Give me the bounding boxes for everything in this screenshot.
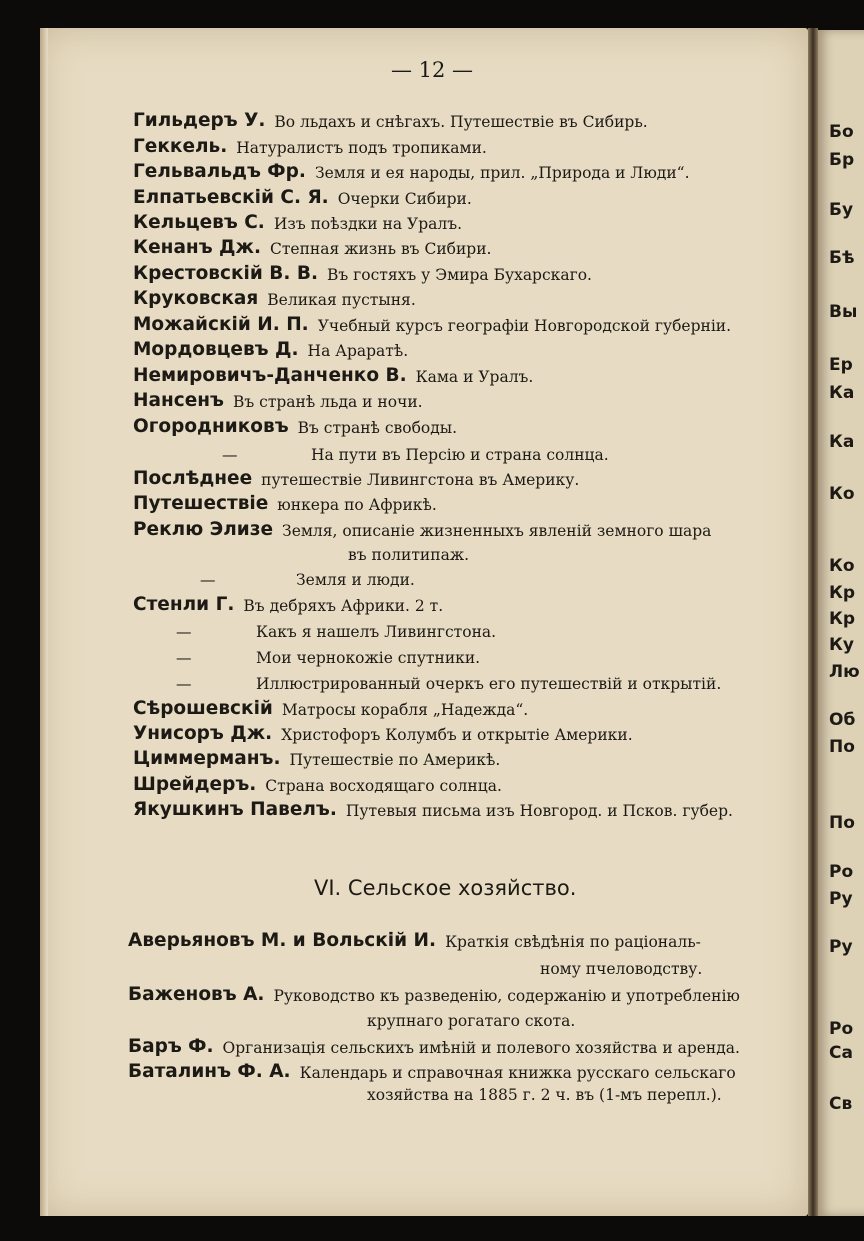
entry-title: Иллюстрированный очеркъ его путешествій и открытій. xyxy=(256,675,722,693)
entry-title-continued: въ политипаж. xyxy=(348,546,470,564)
entry-author: Кенанъ Дж. xyxy=(133,237,261,258)
entry-title: Христофоръ Колумбъ и открытіе Америки. xyxy=(281,726,633,744)
entry-author: Путешествіе xyxy=(133,493,269,514)
entry-title-continued: ному пчеловодству. xyxy=(540,960,703,978)
entry-author: Нансенъ xyxy=(133,390,224,411)
entry-title: На Араратѣ. xyxy=(307,342,409,360)
right-page-fragment: Ро xyxy=(829,862,854,882)
entry-author: Якушкинъ Павелъ. xyxy=(133,799,337,820)
entry-title: Краткія свѣдѣнія по раціональ- xyxy=(445,933,701,951)
entry-title: Учебный курсъ географіи Новгородской губерніи. xyxy=(317,317,732,335)
entry-author: Шрейдеръ. xyxy=(133,774,257,795)
right-page-fragment: Св xyxy=(829,1094,853,1114)
entry-title: Изъ поѣздки на Уралъ. xyxy=(273,215,463,233)
entry-author: Послѣднее xyxy=(133,468,253,489)
entry-author: Кельцевъ С. xyxy=(133,212,265,233)
right-page-fragment: Вы xyxy=(829,302,858,322)
entry-dash: — xyxy=(200,571,216,589)
entry-title: Календарь и справочная книжка русскаго сельскаго xyxy=(299,1064,736,1082)
right-page-fragment: Бр xyxy=(829,150,855,170)
entry-author: Унисоръ Дж. xyxy=(133,723,273,744)
entry-title: Земля и ея народы, прил. „Природа и Люди“. xyxy=(314,164,690,182)
right-page-fragment: Ко xyxy=(829,556,855,576)
section-heading: VI. Сельское хозяйство. xyxy=(314,876,577,900)
entry-title: Организація сельскихъ имѣній и полевого хозяйства и аренда. xyxy=(222,1039,740,1057)
entry-title: Въ странѣ свободы. xyxy=(297,419,458,437)
right-page-fragment: Кр xyxy=(829,583,856,603)
entry-title: Натуралистъ подъ тропиками. xyxy=(236,139,487,157)
entry-author: Немировичъ-Данченко В. xyxy=(133,365,407,386)
entry-author: Баженовъ А. xyxy=(128,984,265,1005)
entry-title: На пути въ Персію и страна солнца. xyxy=(311,446,609,464)
entry-title: Матросы корабля „Надежда“. xyxy=(281,701,529,719)
right-page-fragment: Об xyxy=(829,710,856,730)
right-page-fragment: Ка xyxy=(829,432,855,452)
entry-title: Руководство къ разведенію, содержанію и употребленію xyxy=(273,987,740,1005)
entry-author: Гильдеръ У. xyxy=(133,110,266,131)
entry-author: Баръ Ф. xyxy=(128,1036,214,1057)
right-page-fragment: Кр xyxy=(829,609,856,629)
right-page-fragment: По xyxy=(829,813,855,833)
entry-title: Великая пустыня. xyxy=(267,291,416,309)
entry-author: Циммерманъ. xyxy=(133,748,281,769)
entry-dash: — xyxy=(176,675,192,693)
entry-title: Очерки Сибири. xyxy=(337,190,472,208)
entry-title: Въ гостяхъ у Эмира Бухарскаго. xyxy=(326,266,592,284)
entry-title: путешествіе Ливингстона въ Америку. xyxy=(261,471,580,489)
right-page-fragment: Ер xyxy=(829,355,853,375)
entry-title: юнкера по Африкѣ. xyxy=(277,496,437,514)
page-edge-shadow xyxy=(40,28,48,1216)
entry-dash: — xyxy=(222,446,238,464)
entry-author: Сѣрошевскій xyxy=(133,698,273,719)
entry-dash: — xyxy=(176,649,192,667)
entry-title: Въ странѣ льда и ночи. xyxy=(232,393,423,411)
right-page-fragment: Бу xyxy=(829,200,854,220)
entry-title: Во льдахъ и снѣгахъ. Путешествіе въ Сибирь. xyxy=(274,113,648,131)
entry-title: Мои чернокожіе спутники. xyxy=(256,649,481,667)
right-page-fragment: Ко xyxy=(829,484,855,504)
right-page-fragment: Ру xyxy=(829,889,853,909)
entry-author: Реклю Элизе xyxy=(133,519,274,540)
right-page-fragment: Лю xyxy=(829,662,860,682)
entry-title-continued: хозяйства на 1885 г. 2 ч. въ (1-мъ перепл.). xyxy=(367,1086,722,1104)
right-page-fragment: Ру xyxy=(829,937,853,957)
right-page-fragment: Бѣ xyxy=(829,248,855,268)
entry-author: Аверьяновъ М. и Вольскій И. xyxy=(128,930,437,951)
entry-title: Степная жизнь въ Сибири. xyxy=(269,240,492,258)
entry-author: Стенли Г. xyxy=(133,594,235,615)
right-page-fragment: Са xyxy=(829,1043,853,1063)
book-gutter xyxy=(808,28,818,1216)
entry-title: Кама и Уралъ. xyxy=(415,368,534,386)
entry-author: Баталинъ Ф. А. xyxy=(128,1061,291,1082)
entry-author: Можайскій И. П. xyxy=(133,314,309,335)
right-page-fragment: Ку xyxy=(829,635,854,655)
page-number: — 12 — xyxy=(390,58,474,82)
right-page-fragment: По xyxy=(829,737,855,757)
entry-title: Страна восходящаго солнца. xyxy=(265,777,502,795)
entry-title: Какъ я нашелъ Ливингстона. xyxy=(256,623,497,641)
entry-title: Земля, описаніе жизненныхъ явленій земного шара xyxy=(282,522,712,540)
entry-author: Круковская xyxy=(133,288,259,309)
entry-author: Крестовскій В. В. xyxy=(133,263,318,284)
entry-title-continued: крупнаго рогатаго скота. xyxy=(367,1012,576,1030)
right-page-fragment: Ро xyxy=(829,1019,854,1039)
entry-dash: — xyxy=(176,623,192,641)
entry-author: Огородниковъ xyxy=(133,416,289,437)
entry-author: Геккель. xyxy=(133,136,228,157)
right-page-fragment: Ка xyxy=(829,383,855,403)
entry-title: Путевыя письма изъ Новгород. и Псков. губер. xyxy=(345,802,733,820)
entry-title: Земля и люди. xyxy=(296,571,415,589)
entry-title: Въ дебряхъ Африки. 2 т. xyxy=(243,597,444,615)
entry-title: Путешествіе по Америкѣ. xyxy=(289,751,501,769)
entry-author: Мордовцевъ Д. xyxy=(133,339,299,360)
right-page-fragment: Бо xyxy=(829,122,854,142)
entry-author: Елпатьевскій С. Я. xyxy=(133,187,329,208)
entry-author: Гельвальдъ Фр. xyxy=(133,161,306,182)
